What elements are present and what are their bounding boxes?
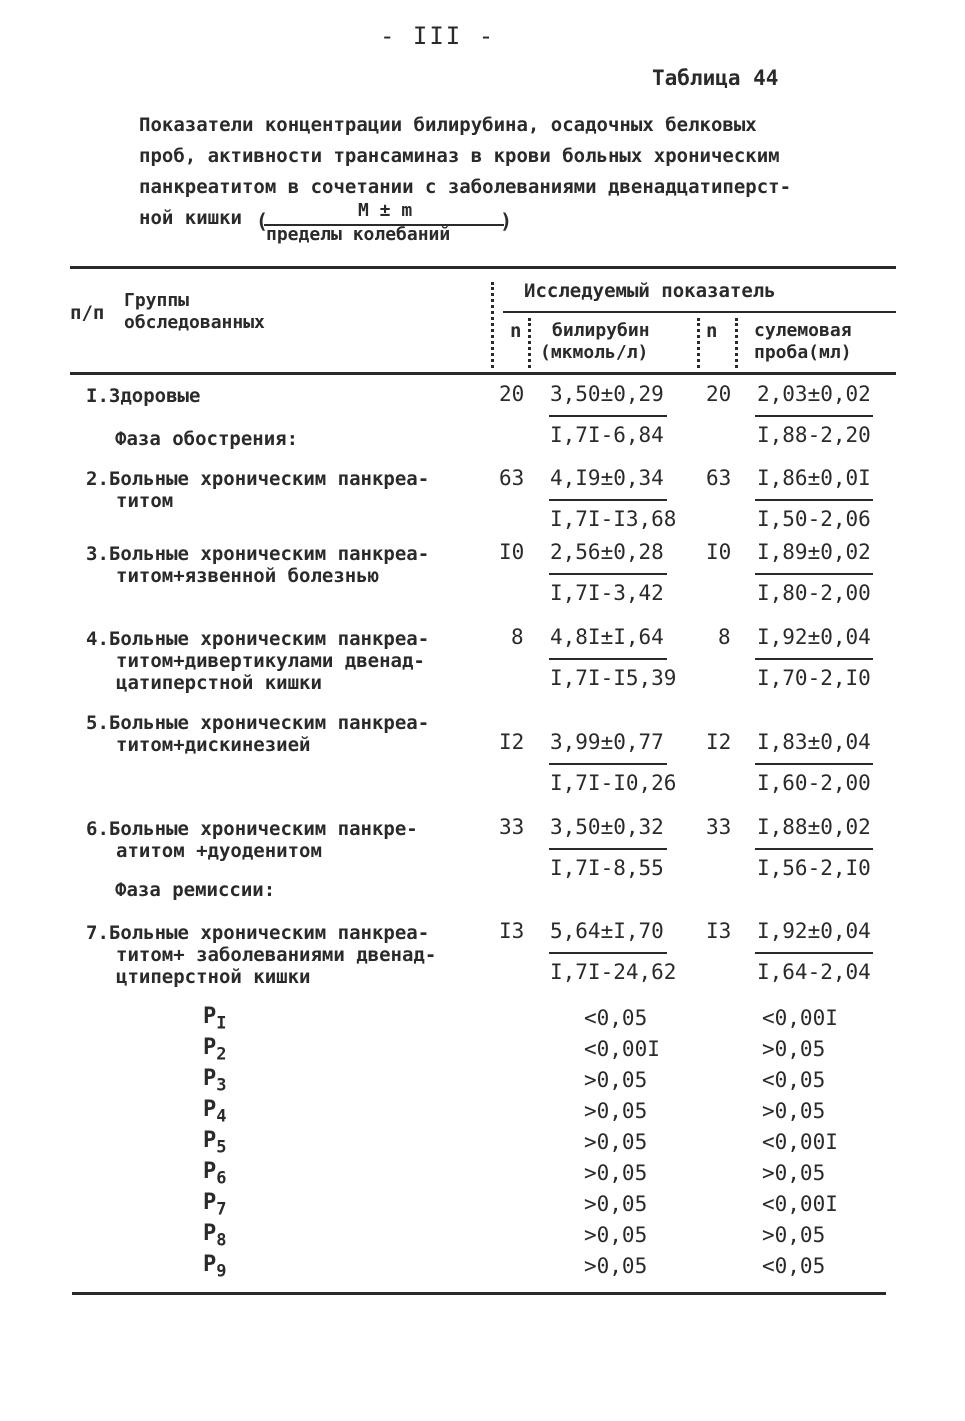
- row-name-line: 2.Больные хроническим панкреа-: [86, 468, 430, 490]
- row-5-n1: I2: [499, 730, 525, 754]
- row-1-bil-bar: [549, 415, 667, 417]
- header-bilirubin-line: (мкмоль/л): [540, 342, 649, 363]
- header-n2: n: [706, 320, 718, 342]
- row-6-n1: 33: [499, 815, 525, 839]
- p-sub-3: <0,05: [762, 1068, 826, 1092]
- header-group-line: обследованных: [124, 312, 265, 333]
- row-7-name: [86, 922, 436, 988]
- row-name-line: цтиперстной кишки: [116, 966, 311, 988]
- row-name-line: атитом +дуоденитом: [116, 840, 322, 862]
- p-sub-5: <0,00I: [762, 1130, 838, 1154]
- row-6-name: [86, 818, 418, 862]
- row-4-n2: 8: [718, 625, 731, 649]
- row-4-name: [86, 628, 429, 694]
- row-7-sub-mean: I,92±0,04: [757, 919, 871, 943]
- row-2-sub-mean: I,86±0,0I: [757, 466, 871, 490]
- row-3-sub-mean: I,89±0,02: [757, 540, 871, 564]
- p-bil-9: >0,05: [584, 1254, 648, 1278]
- header-sublimate-line: сулемовая: [754, 320, 852, 341]
- row-3-sub-bar: [755, 573, 873, 575]
- fraction-paren-left: (: [256, 209, 269, 233]
- row-5-n2: I2: [706, 730, 732, 754]
- p-sub-2: >0,05: [762, 1037, 826, 1061]
- column-divider: [735, 318, 738, 368]
- p-subscript: 5: [216, 1137, 227, 1158]
- phase-remission: Фаза ремиссии:: [115, 879, 276, 901]
- row-1-sub-mean: 2,03±0,02: [757, 382, 871, 406]
- row-3-name: [86, 543, 429, 587]
- row-4-bil-range: I,7I-I5,39: [550, 666, 677, 690]
- p-label-3: [203, 1066, 227, 1095]
- p-subscript: 4: [216, 1106, 227, 1127]
- row-name-line: титом+язвенной болезнью: [116, 565, 380, 587]
- table-caption: [139, 110, 791, 234]
- row-6-bil-range: I,7I-8,55: [550, 856, 664, 880]
- p-subscript: 3: [216, 1075, 227, 1096]
- row-5-bil-mean: 3,99±0,77: [550, 730, 664, 754]
- row-4-bil-bar: [549, 658, 667, 660]
- p-subscript: I: [216, 1013, 227, 1034]
- caption-line: проб, активности трансаминаз в крови больных хроническим: [139, 145, 780, 167]
- p-label-2: [203, 1035, 227, 1064]
- row-1-bil-range: I,7I-6,84: [550, 423, 664, 447]
- fraction-denominator: пределы колебаний: [266, 224, 451, 245]
- header-bilirubin: [540, 320, 650, 364]
- row-6-bil-mean: 3,50±0,32: [550, 815, 664, 839]
- row-3-n1: I0: [499, 540, 525, 564]
- row-4-n1: 8: [511, 625, 524, 649]
- p-letter: P: [203, 1035, 217, 1060]
- row-5-bil-range: I,7I-I0,26: [550, 771, 677, 795]
- header-sublimate: [754, 320, 852, 364]
- p-sub-7: <0,00I: [762, 1192, 838, 1216]
- row-7-sub-bar: [755, 952, 873, 954]
- header-n1: n: [510, 320, 522, 342]
- header-sub-rule: [503, 311, 896, 313]
- row-3-sub-range: I,80-2,00: [757, 581, 871, 605]
- p-subscript: 9: [216, 1261, 227, 1282]
- header-bottom-rule: [70, 372, 896, 375]
- row-3-n2: I0: [706, 540, 732, 564]
- row-name-line: цатиперстной кишки: [116, 672, 322, 694]
- header-bilirubin-line: билирубин: [552, 320, 650, 341]
- column-divider: [491, 282, 494, 368]
- row-3-bil-bar: [549, 573, 667, 575]
- caption-line: панкреатитом в сочетании с заболеваниями двенадцатиперст-: [139, 176, 792, 198]
- row-name-line: титом: [116, 490, 174, 512]
- p-sub-9: <0,05: [762, 1254, 826, 1278]
- row-2-name: [86, 468, 429, 512]
- caption-line: Показатели концентрации билирубина, осадочных белковых: [139, 114, 757, 136]
- row-2-n2: 63: [706, 466, 732, 490]
- p-bil-6: >0,05: [584, 1161, 648, 1185]
- row-4-sub-bar: [755, 658, 873, 660]
- p-sub-8: >0,05: [762, 1223, 826, 1247]
- row-4-sub-range: I,70-2,I0: [757, 666, 871, 690]
- p-bil-3: >0,05: [584, 1068, 648, 1092]
- row-name-line: 3.Больные хроническим панкреа-: [86, 543, 430, 565]
- p-label-1: [203, 1004, 227, 1033]
- header-group: [124, 290, 265, 334]
- row-6-n2: 33: [706, 815, 732, 839]
- row-2-sub-range: I,50-2,06: [757, 507, 871, 531]
- row-name-line: 5.Больные хроническим панкреа-: [86, 712, 430, 734]
- row-7-n2: I3: [706, 919, 732, 943]
- row-name-line: 4.Больные хроническим панкреа-: [86, 628, 430, 650]
- p-subscript: 2: [216, 1044, 227, 1065]
- p-sub-1: <0,00I: [762, 1006, 838, 1030]
- p-bil-2: <0,00I: [584, 1037, 660, 1061]
- row-2-sub-bar: [755, 499, 873, 501]
- row-5-sub-range: I,60-2,00: [757, 771, 871, 795]
- row-name-line: 7.Больные хроническим панкреа-: [86, 922, 430, 944]
- row-3-bil-mean: 2,56±0,28: [550, 540, 664, 564]
- phase-exacerbation: Фаза обострения:: [115, 428, 299, 450]
- table-top-rule: [70, 266, 896, 269]
- p-bil-4: >0,05: [584, 1099, 648, 1123]
- p-subscript: 8: [216, 1230, 227, 1251]
- row-name-line: 6.Больные хроническим панкре-: [86, 818, 418, 840]
- row-4-sub-mean: I,92±0,04: [757, 625, 871, 649]
- row-7-bil-mean: 5,64±I,70: [550, 919, 664, 943]
- column-divider: [528, 318, 531, 368]
- row-name-line: I.Здоровые: [86, 385, 201, 407]
- caption-line: ной кишки: [139, 207, 242, 229]
- p-letter: P: [203, 1097, 217, 1122]
- row-4-bil-mean: 4,8I±I,64: [550, 625, 664, 649]
- p-sub-4: >0,05: [762, 1099, 826, 1123]
- row-6-sub-mean: I,88±0,02: [757, 815, 871, 839]
- header-sublimate-line: проба(мл): [754, 342, 852, 363]
- p-letter: P: [203, 1159, 217, 1184]
- fraction-paren-right: ): [500, 209, 513, 233]
- row-7-sub-range: I,64-2,04: [757, 960, 871, 984]
- p-letter: P: [203, 1004, 217, 1029]
- row-2-bil-bar: [549, 499, 667, 501]
- p-label-4: [203, 1097, 227, 1126]
- p-bil-7: >0,05: [584, 1192, 648, 1216]
- row-6-sub-bar: [755, 848, 873, 850]
- p-label-6: [203, 1159, 227, 1188]
- p-bil-5: >0,05: [584, 1130, 648, 1154]
- row-name-line: титом+дискинезией: [116, 734, 311, 756]
- row-1-n2: 20: [706, 382, 732, 406]
- row-6-bil-bar: [549, 848, 667, 850]
- row-3-bil-range: I,7I-3,42: [550, 581, 664, 605]
- fraction-numerator: M ± m: [358, 200, 413, 221]
- header-num: п/п: [70, 302, 105, 324]
- row-5-name: [86, 712, 429, 756]
- row-2-n1: 63: [499, 466, 525, 490]
- row-5-sub-bar: [755, 763, 873, 765]
- row-1-sub-bar: [755, 415, 873, 417]
- p-label-5: [203, 1128, 227, 1157]
- row-1-name: [86, 385, 200, 407]
- row-name-line: титом+дивертикулами двенад-: [116, 650, 425, 672]
- p-letter: P: [203, 1221, 217, 1246]
- p-label-7: [203, 1190, 227, 1219]
- header-indicator: Исследуемый показатель: [524, 280, 776, 302]
- p-label-9: [203, 1252, 227, 1281]
- p-subscript: 7: [216, 1199, 227, 1220]
- row-1-bil-mean: 3,50±0,29: [550, 382, 664, 406]
- table-label: Таблица 44: [652, 66, 779, 90]
- row-2-bil-mean: 4,I9±0,34: [550, 466, 664, 490]
- row-5-bil-bar: [549, 763, 667, 765]
- row-5-sub-mean: I,83±0,04: [757, 730, 871, 754]
- p-sub-6: >0,05: [762, 1161, 826, 1185]
- p-letter: P: [203, 1066, 217, 1091]
- p-bil-1: <0,05: [584, 1006, 648, 1030]
- p-letter: P: [203, 1252, 217, 1277]
- p-subscript: 6: [216, 1168, 227, 1189]
- row-2-bil-range: I,7I-I3,68: [550, 507, 677, 531]
- p-letter: P: [203, 1128, 217, 1153]
- row-1-n1: 20: [499, 382, 525, 406]
- p-label-8: [203, 1221, 227, 1250]
- row-7-n1: I3: [499, 919, 525, 943]
- table-bottom-rule: [72, 1292, 886, 1295]
- page-number: - III -: [380, 22, 496, 50]
- row-7-bil-bar: [549, 952, 667, 954]
- row-6-sub-range: I,56-2,I0: [757, 856, 871, 880]
- header-group-line: Группы: [124, 290, 190, 311]
- p-letter: P: [203, 1190, 217, 1215]
- row-7-bil-range: I,7I-24,62: [550, 960, 677, 984]
- row-name-line: титом+ заболеваниями двенад-: [116, 944, 437, 966]
- column-divider: [697, 318, 700, 368]
- p-bil-8: >0,05: [584, 1223, 648, 1247]
- row-1-sub-range: I,88-2,20: [757, 423, 871, 447]
